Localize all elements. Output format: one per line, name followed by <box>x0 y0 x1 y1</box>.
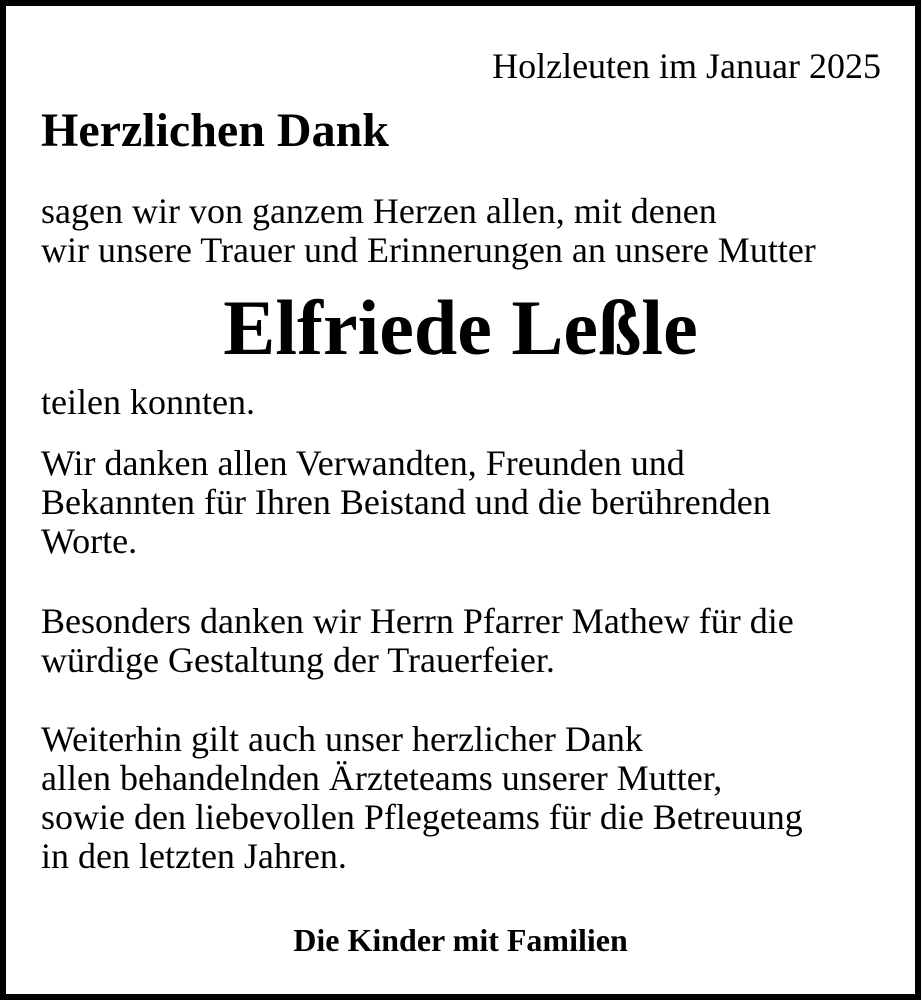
intro-line: sagen wir von ganzem Herzen allen, mit denen <box>41 191 717 231</box>
place-and-date: Holzleuten im Januar 2025 <box>492 46 881 86</box>
paragraph-thanks-care-teams <box>41 720 803 876</box>
deceased-name: Elfriede Leßle <box>223 284 698 371</box>
paragraph-line: Bekannten für Ihren Beistand und die berührenden <box>41 482 771 522</box>
intro-line: wir unsere Trauer und Erinnerungen an unsere Mutter <box>41 230 816 270</box>
paragraph-line: Wir danken allen Verwandten, Freunden und <box>41 443 685 483</box>
notice-heading: Herzlichen Dank <box>41 104 389 157</box>
paragraph-line: sowie den liebevollen Pflegeteams für die Betreuung <box>41 797 803 837</box>
paragraph-line: Besonders danken wir Herrn Pfarrer Mathew für die <box>41 601 794 641</box>
after-name-text: teilen konnten. <box>41 382 255 422</box>
paragraph-line: in den letzten Jahren. <box>41 836 347 876</box>
paragraph-line: allen behandelnden Ärzteteams unserer Mutter, <box>41 758 723 798</box>
intro-text <box>41 192 816 270</box>
signature: Die Kinder mit Familien <box>293 922 628 958</box>
paragraph-thanks-relatives <box>41 444 771 561</box>
paragraph-thanks-pastor <box>41 602 794 680</box>
paragraph-line: Worte. <box>41 521 138 561</box>
paragraph-line: Weiterhin gilt auch unser herzlicher Dank <box>41 719 643 759</box>
paragraph-line: würdige Gestaltung der Trauerfeier. <box>41 640 555 680</box>
